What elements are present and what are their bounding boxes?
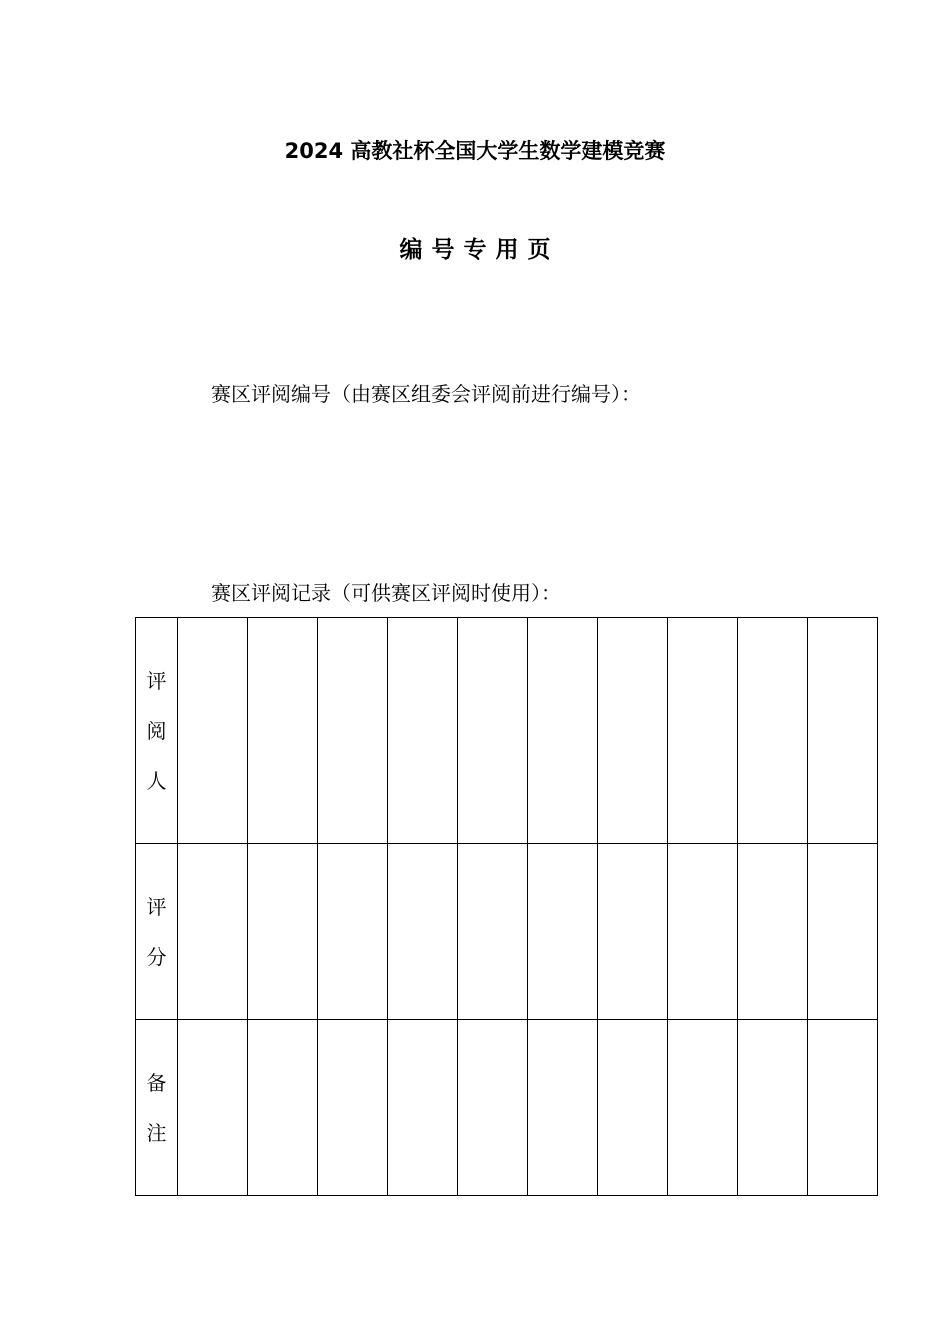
table-cell[interactable]	[598, 1020, 668, 1196]
table-cell[interactable]	[458, 1020, 528, 1196]
record-label: 赛区评阅记录（可供赛区评阅时使用）：	[211, 581, 561, 605]
row-header-remark	[136, 1020, 178, 1196]
row-header-label: 备注	[146, 1070, 167, 1145]
numbering-label: 赛区评阅编号（由赛区组委会评阅前进行编号）：	[211, 382, 641, 406]
table-cell[interactable]	[178, 618, 248, 844]
table-cell[interactable]	[178, 1020, 248, 1196]
table-cell[interactable]	[178, 844, 248, 1020]
table-cell[interactable]	[248, 618, 318, 844]
table-row-remark	[136, 1020, 878, 1196]
review-record-table	[135, 617, 878, 1196]
table-cell[interactable]	[318, 844, 388, 1020]
row-header-score	[136, 844, 178, 1020]
table-cell[interactable]	[388, 1020, 458, 1196]
table-cell[interactable]	[668, 618, 738, 844]
table-cell[interactable]	[458, 618, 528, 844]
table-cell[interactable]	[528, 618, 598, 844]
row-header-reviewer	[136, 618, 178, 844]
table-row-score	[136, 844, 878, 1020]
table-cell[interactable]	[738, 618, 808, 844]
table-cell[interactable]	[528, 1020, 598, 1196]
table-cell[interactable]	[808, 844, 878, 1020]
table-cell[interactable]	[598, 844, 668, 1020]
table-cell[interactable]	[668, 844, 738, 1020]
table-cell[interactable]	[318, 1020, 388, 1196]
page-subtitle: 编号专用页	[399, 237, 560, 263]
table-cell[interactable]	[388, 844, 458, 1020]
row-header-label: 评阅人	[146, 668, 167, 793]
table-cell[interactable]	[248, 844, 318, 1020]
table-cell[interactable]	[668, 1020, 738, 1196]
table-cell[interactable]	[388, 618, 458, 844]
table-cell[interactable]	[808, 618, 878, 844]
table-cell[interactable]	[458, 844, 528, 1020]
page-title: 2024 高教社杯全国大学生数学建模竞赛	[284, 139, 666, 163]
table-cell[interactable]	[318, 618, 388, 844]
table-cell[interactable]	[598, 618, 668, 844]
table-cell[interactable]	[248, 1020, 318, 1196]
table-cell[interactable]	[738, 844, 808, 1020]
table-cell[interactable]	[738, 1020, 808, 1196]
table-cell[interactable]	[528, 844, 598, 1020]
row-header-label: 评分	[146, 894, 167, 969]
table-row-reviewer	[136, 618, 878, 844]
table-cell[interactable]	[808, 1020, 878, 1196]
